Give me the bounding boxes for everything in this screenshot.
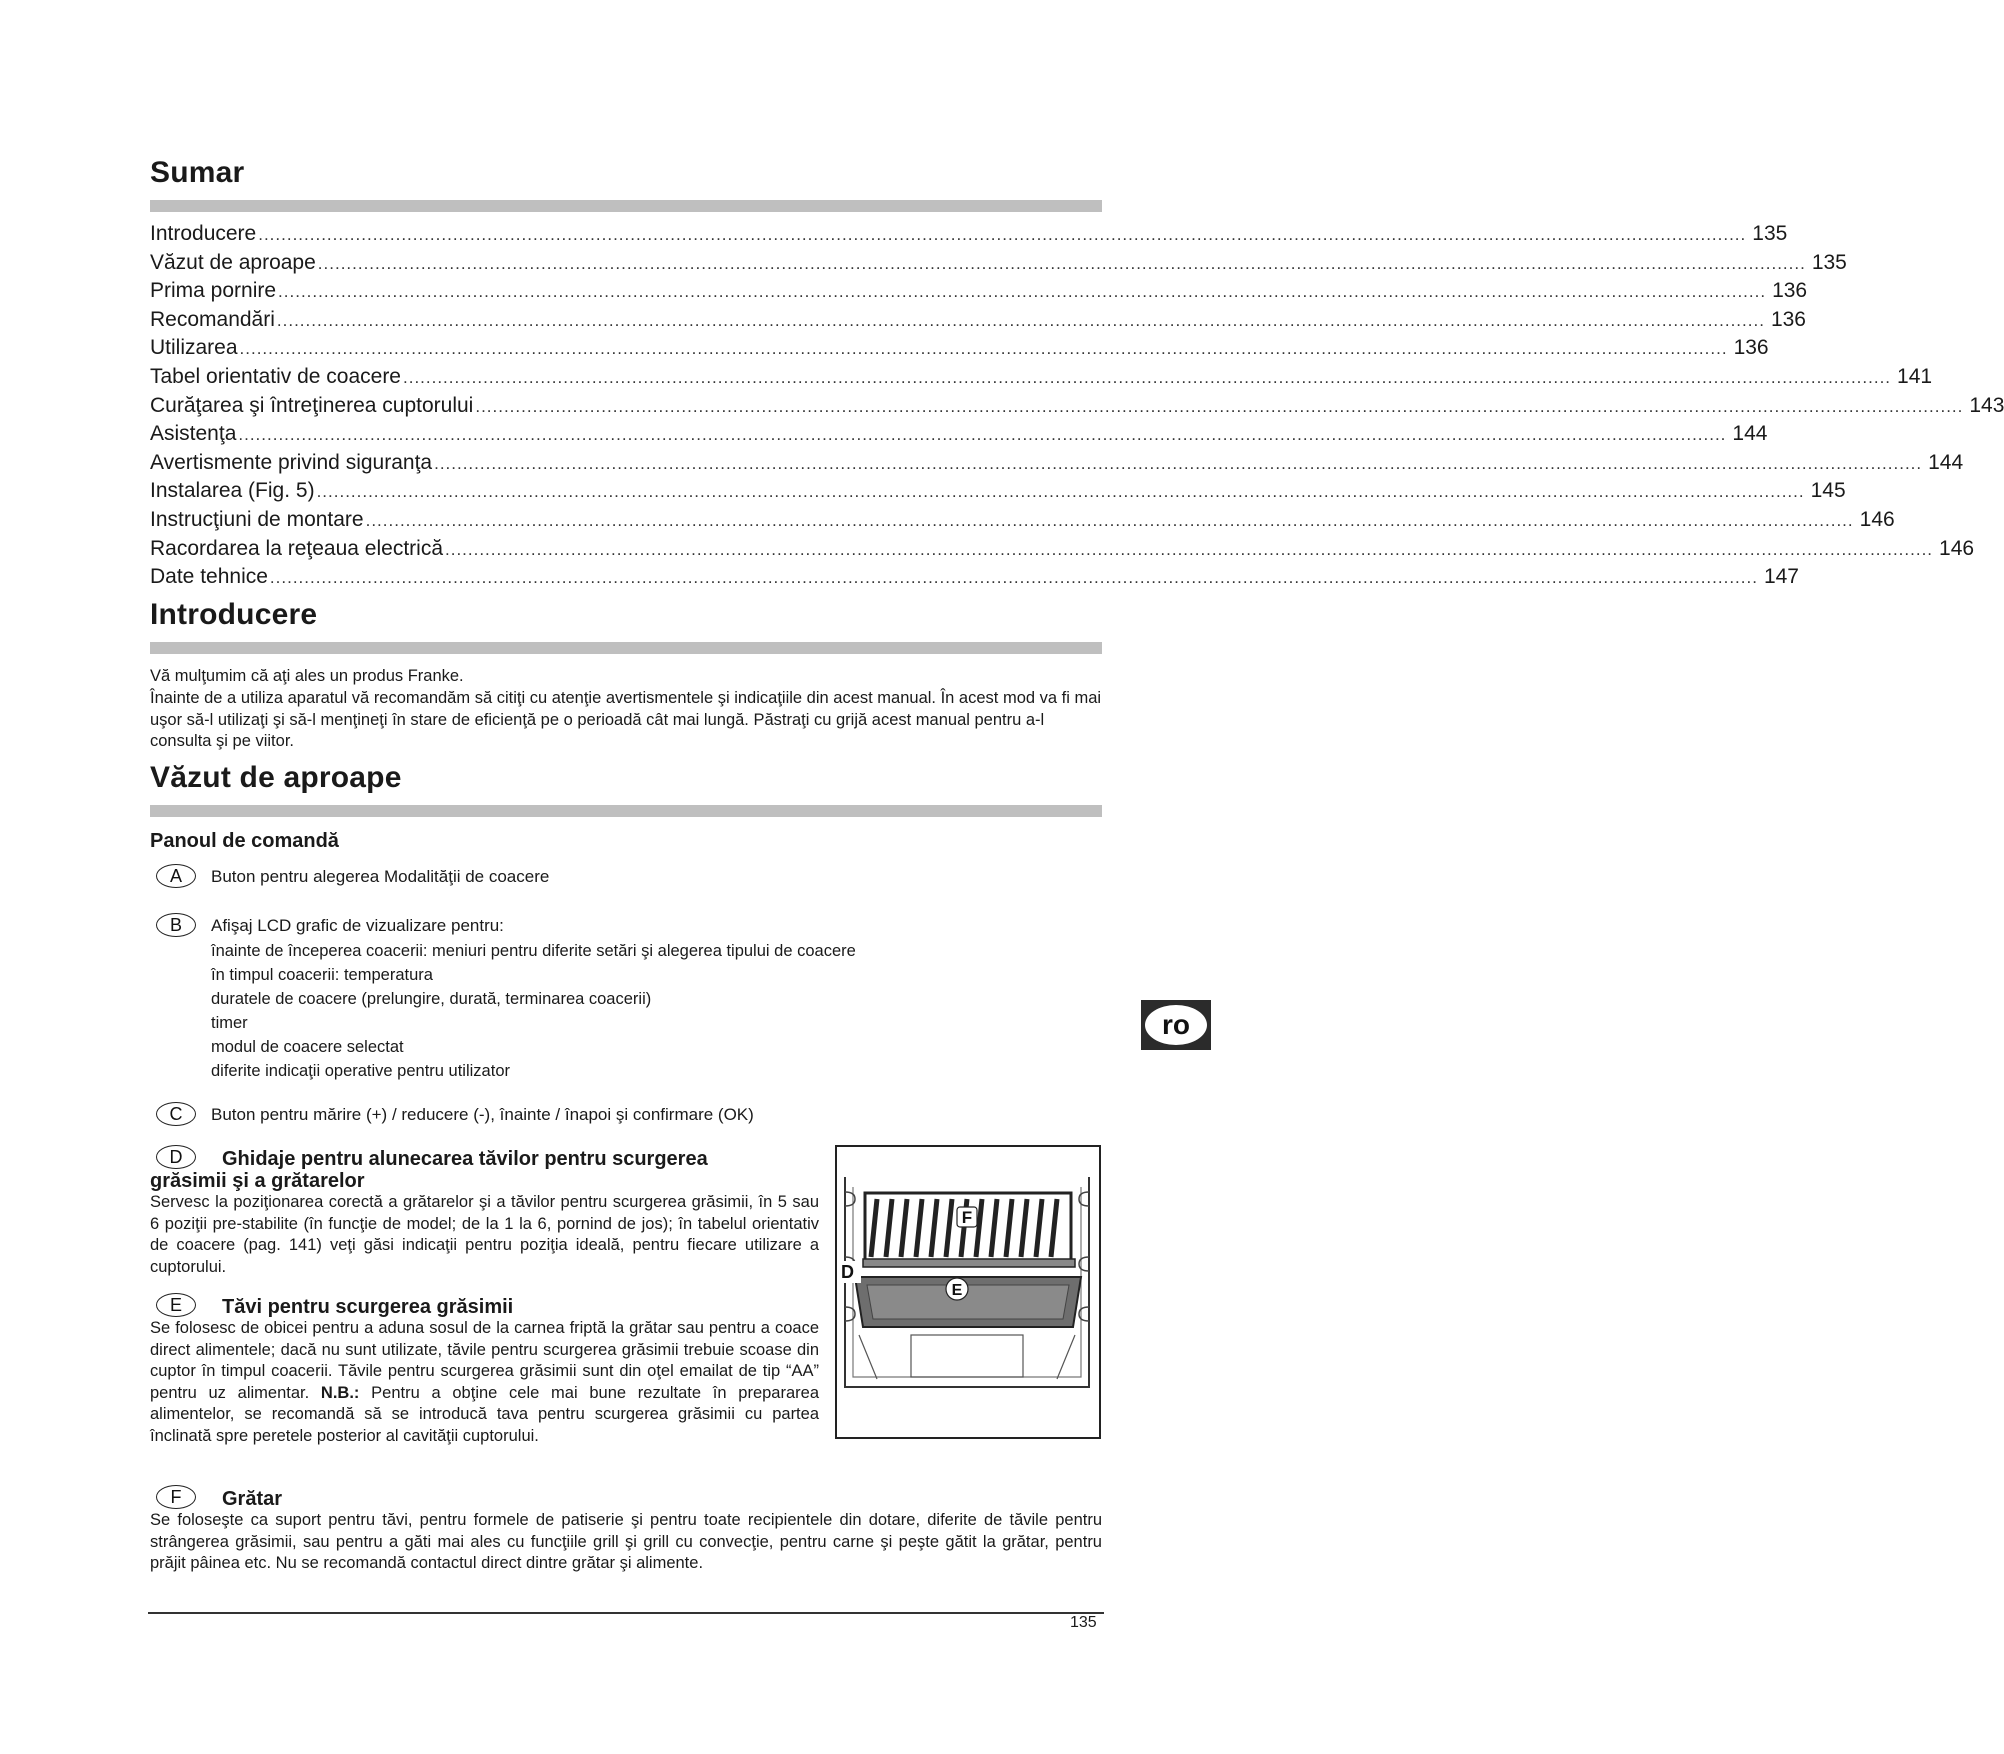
oven-floor [859, 1335, 1075, 1379]
toc-entry-page: 136 [1733, 336, 1769, 360]
lcd-line: modul de coacere selectat [211, 1038, 404, 1056]
figure-label-d [837, 1261, 861, 1283]
badge-a: A [156, 864, 196, 888]
toc-entry-title: Recomandări [150, 307, 275, 331]
toc-entry-page: 146 [1939, 536, 1975, 560]
toc-row [150, 220, 1788, 248]
section-rule [150, 805, 1102, 817]
page-number: 135 [1070, 1614, 1097, 1631]
toc-entry-title: Racordarea la reţeaua electrică [150, 536, 443, 560]
toc-entry-title: Utilizarea [150, 336, 238, 360]
toc-row [150, 535, 1975, 563]
toc-leader-dots: .................................................................................................................................................................................................................................................................... [276, 310, 1765, 330]
toc-leader-dots: .................................................................................................................................................................................................................................................................... [365, 511, 1854, 530]
lcd-line: timer [211, 1014, 248, 1032]
badge-f: F [156, 1485, 196, 1509]
item-b-text: Afişaj LCD grafic de vizualizare pentru: [211, 916, 504, 935]
toc-entry-page: 135 [1752, 222, 1788, 245]
toc-leader-dots: .................................................................................................................................................................................................................................................................... [434, 453, 1923, 473]
toc-entry-title: Date tehnice [150, 565, 268, 589]
toc-entry-page: 147 [1763, 565, 1799, 589]
toc-leader-dots: .................................................................................................................................................................................................................................................................... [316, 482, 1805, 502]
oven-figure [835, 1145, 1101, 1439]
toc-row [150, 392, 2004, 420]
language-tab [1141, 1000, 1211, 1050]
toc-entry-title: Văzut de aproape [150, 250, 316, 274]
vazut-title: Văzut de aproape [150, 761, 402, 794]
lcd-line: înainte de începerea coacerii: meniuri pentru diferite setări şi alegerea tipului de coacere [211, 942, 856, 960]
badge-e: E [156, 1293, 196, 1317]
badge-c: C [156, 1102, 196, 1126]
toc-entry-page: 141 [1897, 365, 1933, 388]
section-rule [150, 642, 1102, 654]
toc-leader-dots: .................................................................................................................................................................................................................................................................... [258, 225, 1747, 244]
footer-rule [148, 1612, 1104, 1614]
toc-leader-dots: .................................................................................................................................................................................................................................................................... [403, 368, 1892, 387]
oven-illustration [837, 1147, 1099, 1437]
toc-entry-page: 145 [1810, 479, 1846, 503]
badge-b: B [156, 913, 196, 937]
section-rule [150, 200, 1102, 212]
item-e-body-part2: Pentru a obţine cele mai bune rezultate în prepararea alimentelor, se recomandă să se introducă tava pentru scurgerea grăsimii cu partea înclinată spre peretele posterior al cavităţii cuptorului. [150, 1383, 819, 1445]
toc-entry-page: 144 [1732, 422, 1768, 446]
introducere-title: Introducere [150, 598, 318, 631]
item-e-body [150, 1318, 819, 1447]
item-e-body-part1: Se folosesc de obicei pentru a aduna sosul de la carnea friptă la grătar sau pentru a coace direct alimentele; dacă nu sunt utilizate, tăvile pentru scurgerea grăsimii trebuie scoase din cuptor în timpul coacerii. Tăvile pentru scurgerea grăsimii sunt din oţel emailat de tip “AA” pentru uz alimentar. [150, 1319, 819, 1402]
toc-leader-dots: .................................................................................................................................................................................................................................................................... [238, 425, 1727, 445]
figure-label-e-text: E [951, 1282, 963, 1299]
toc-row [150, 306, 1806, 334]
toc-entry-page: 146 [1859, 508, 1895, 531]
item-f-title: Grătar [222, 1488, 283, 1510]
toc-entry-title: Tabel orientativ de coacere [150, 365, 401, 388]
toc-entry-title: Instalarea (Fig. 5) [150, 479, 315, 503]
toc-leader-dots: .................................................................................................................................................................................................................................................................... [239, 339, 1728, 359]
toc-entry-title: Avertismente privind siguranţa [150, 450, 433, 474]
drip-tray [855, 1277, 1081, 1327]
item-c-text: Buton pentru mărire (+) / reducere (-), înainte / înapoi şi confirmare (OK) [211, 1105, 754, 1124]
toc-row [150, 449, 1964, 477]
toc-entry-title: Introducere [150, 222, 257, 245]
toc-row [150, 249, 1847, 277]
toc-entry-page: 144 [1928, 450, 1964, 474]
item-e-title: Tăvi pentru scurgerea grăsimii [222, 1296, 514, 1318]
figure-label-f-text: F [961, 1208, 973, 1227]
toc-leader-dots: .................................................................................................................................................................................................................................................................... [445, 539, 1934, 559]
sumar-title: Sumar [150, 156, 245, 189]
grill-rack [863, 1193, 1075, 1267]
toc-entry-page: 135 [1811, 250, 1847, 274]
badge-d: D [156, 1145, 196, 1169]
intro-body: Înainte de a utiliza aparatul vă recomandăm să citiţi cu atenţie avertismentele şi indicaţiile din acest manual. În acest mod va fi mai uşor să-l utilizaţi şi să-l menţineţi în stare de eficienţă pe o perioadă cât mai lungă. Păstraţi cu grijă acest manual pentru a-l consulta şi pe viitor. [150, 689, 1102, 750]
item-d-title: Ghidaje pentru alunecarea tăvilor pentru scurgerea [222, 1148, 708, 1170]
toc-entry-page: 136 [1772, 279, 1808, 303]
toc-entry-title: Prima pornire [150, 279, 277, 303]
lcd-line: diferite indicaţii operative pentru utilizator [211, 1062, 510, 1080]
panel-title: Panoul de comandă [150, 830, 339, 852]
toc-row [150, 420, 1768, 448]
toc-row [150, 477, 1846, 505]
figure-label-e [946, 1278, 968, 1300]
toc-entry-title: Curăţarea şi întreţinerea cuptorului [150, 393, 474, 417]
toc-leader-dots: .................................................................................................................................................................................................................................................................... [475, 396, 1964, 416]
lcd-line: în timpul coacerii: temperatura [211, 966, 433, 984]
item-f-body: Se foloseşte ca suport pentru tăvi, pentru formele de patiserie şi pentru toate recipientele din dotare, diferite de tăvile pentru strângerea grăsimii, sau pentru a găti mai ales cu funcţiile grill şi grill cu convecţie, pentru carne şi peşte gătit la grătar, pentru prăjit pâinea etc. Nu se recomandă contactul direct dintre grătar şi alimente. [150, 1511, 1102, 1572]
toc-entry-title: Asistenţa [150, 422, 237, 446]
lcd-line: duratele de coacere (prelungire, durată, terminarea coacerii) [211, 990, 652, 1008]
toc-leader-dots: .................................................................................................................................................................................................................................................................... [269, 568, 1758, 588]
item-d-title-cont: grăsimii şi a grătarelor [150, 1170, 365, 1192]
intro-thanks: Vă mulţumim că aţi ales un produs Franke. [150, 667, 464, 685]
toc-entry-page: 143 [1969, 393, 2004, 417]
nb-label: N.B.: [320, 1383, 360, 1402]
toc-row [150, 506, 1895, 534]
toc-leader-dots: .................................................................................................................................................................................................................................................................... [317, 253, 1806, 273]
toc-entry-page: 136 [1770, 307, 1806, 331]
item-a-text: Buton pentru alegerea Modalităţii de coacere [211, 867, 550, 886]
toc-row [150, 277, 1808, 305]
toc-row [150, 563, 1799, 591]
item-d-body: Servesc la poziţionarea corectă a grătarelor şi a tăvilor pentru scurgerea grăsimii, în 5 sau 6 poziţii pre-stabilite (în funcţie de model; de la 1 la 6, pornind de jos); în tabelul orientativ de coacere (pag. 141) veţi găsi indicaţii pentru poziţia ideală, pentru fiecare utilizare a cuptorului. [150, 1193, 819, 1276]
toc-leader-dots: .................................................................................................................................................................................................................................................................... [278, 282, 1767, 302]
language-tab-label: ro [1145, 1005, 1207, 1045]
figure-label-d-text: D [841, 1262, 854, 1282]
toc-row [150, 363, 1933, 391]
toc-entry-title: Instrucţiuni de montare [150, 508, 364, 531]
toc-row [150, 334, 1769, 362]
figure-label-f [957, 1207, 977, 1227]
